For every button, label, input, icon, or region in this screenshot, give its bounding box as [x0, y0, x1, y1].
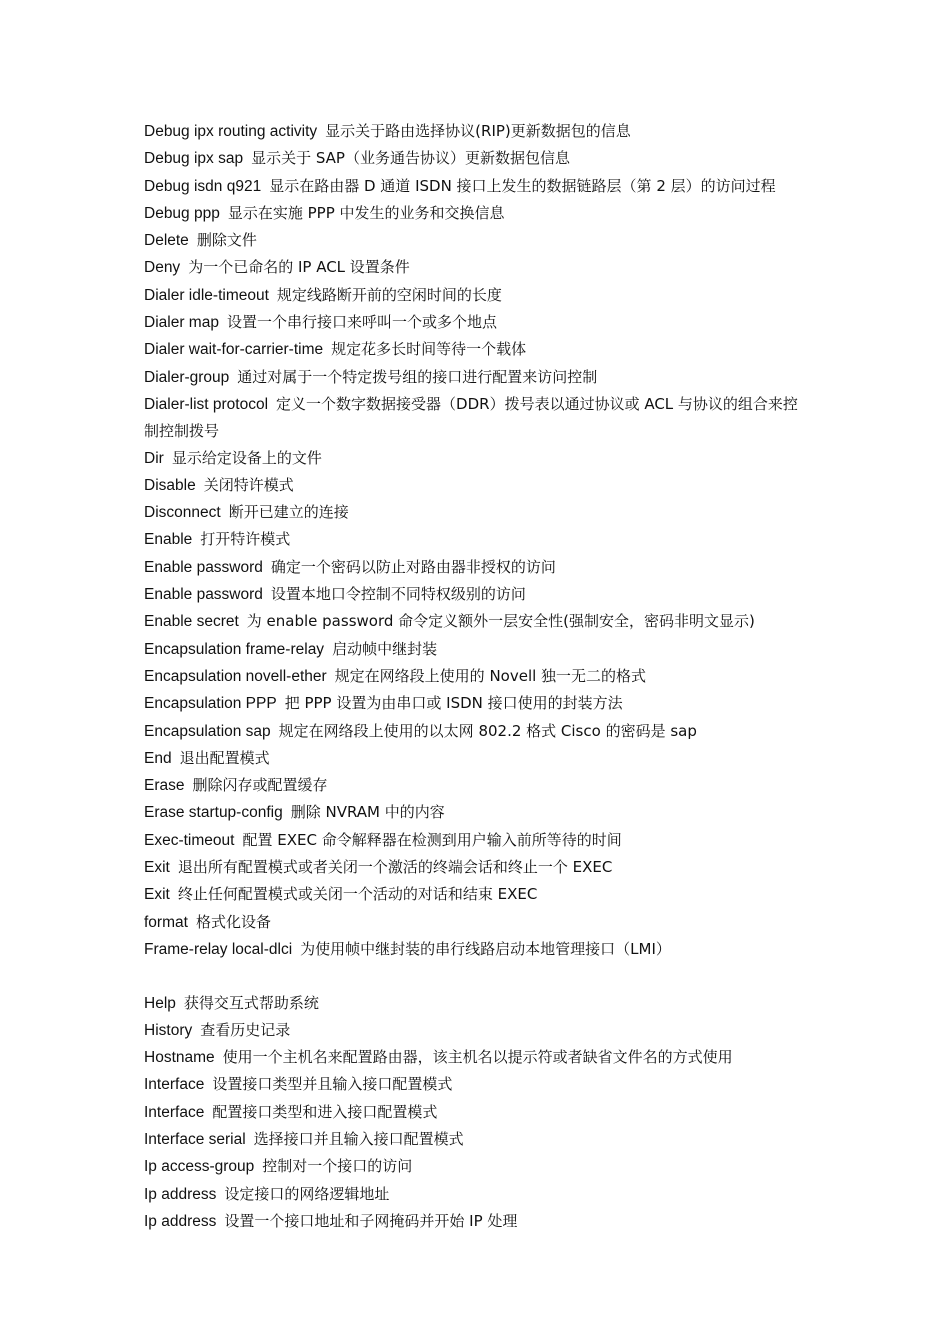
command-name: Dir: [144, 449, 164, 467]
command-entry: [144, 1126, 809, 1153]
command-entry: [144, 745, 809, 772]
command-description: 配置 EXEC 命令解释器在检测到用户输入前所等待的时间: [242, 830, 622, 849]
command-name: Frame-relay local-dlci: [144, 940, 293, 958]
command-name: Exit: [144, 886, 170, 904]
command-name: Hostname: [144, 1049, 215, 1067]
command-name: Debug isdn q921: [144, 177, 262, 195]
command-name: Ip access-group: [144, 1158, 255, 1176]
command-description: 显示关于 SAP（业务通告协议）更新数据包信息: [251, 149, 570, 168]
command-description: 配置接口类型和进入接口配置模式: [212, 1102, 438, 1121]
command-entry: [144, 1099, 809, 1126]
command-description: 使用一个主机名来配置路由器，该主机名以提示符或者缺省文件名的方式使用: [222, 1048, 733, 1067]
command-name: Disable: [144, 476, 196, 494]
command-description: 设置本地口令控制不同特权级别的访问: [270, 585, 526, 604]
command-description: 设置接口类型并且输入接口配置模式: [212, 1075, 453, 1094]
command-description: 定义一个数字数据接受器（DDR）拨号表以通过协议或 ACL 与协议的组合来控制控制拨号: [144, 394, 798, 441]
command-entry: [144, 499, 809, 526]
command-entry: [144, 909, 809, 936]
command-description: 规定在网络段上使用的以太网 802.2 格式 Cisco 的密码是 sap: [278, 721, 697, 740]
command-description: 格式化设备: [195, 912, 271, 931]
command-entry: [144, 1208, 809, 1235]
command-entry: [144, 718, 809, 745]
command-entry: [144, 1017, 809, 1044]
command-entry: [144, 227, 809, 254]
command-entry: [144, 145, 809, 172]
command-name: Dialer idle-timeout: [144, 286, 269, 304]
command-description: 退出配置模式: [179, 748, 270, 767]
command-name: Encapsulation frame-relay: [144, 640, 325, 658]
command-name: Encapsulation novell-ether: [144, 667, 327, 685]
command-name: Dialer-list protocol: [144, 395, 269, 413]
command-name: Deny: [144, 259, 181, 277]
command-name: Delete: [144, 232, 189, 250]
command-entry: [144, 445, 809, 472]
command-name: Interface: [144, 1076, 205, 1094]
command-entry: [144, 364, 809, 391]
command-entry: [144, 200, 809, 227]
command-entry: [144, 526, 809, 553]
command-entry: [144, 690, 809, 717]
command-name: Exec-timeout: [144, 831, 235, 849]
command-description: 设定接口的网络逻辑地址: [224, 1184, 390, 1203]
command-description: 为使用帧中继封装的串行线路启动本地管理接口（LMI）: [300, 939, 671, 958]
command-description: 设置一个串行接口来呼叫一个或多个地点: [226, 313, 497, 332]
blank-line: [144, 963, 809, 989]
command-description: 删除 NVRAM 中的内容: [290, 803, 445, 822]
command-name: Ip address: [144, 1185, 217, 1203]
command-name: Erase startup-config: [144, 804, 283, 822]
command-description: 显示在实施 PPP 中发生的业务和交换信息: [227, 203, 505, 222]
command-description: 选择接口并且输入接口配置模式: [253, 1129, 464, 1148]
command-entry: [144, 173, 809, 200]
command-description: 为 enable password 命令定义额外一层安全性(强制安全，密码非明文显示): [246, 612, 755, 631]
command-description: 关闭特许模式: [203, 475, 294, 494]
command-description: 把 PPP 设置为由串口或 ISDN 接口使用的封装方法: [284, 694, 623, 713]
command-name: Interface: [144, 1103, 205, 1121]
command-entry: [144, 118, 809, 145]
command-name: Interface serial: [144, 1130, 246, 1148]
command-entry: [144, 799, 809, 826]
command-description: 终止任何配置模式或关闭一个活动的对话和结束 EXEC: [177, 885, 538, 904]
command-entry: [144, 254, 809, 281]
command-entry: [144, 1071, 809, 1098]
command-entry: [144, 636, 809, 663]
command-entry: [144, 990, 809, 1017]
command-description: 规定线路断开前的空闲时间的长度: [276, 285, 502, 304]
command-name: Exit: [144, 859, 170, 877]
command-name: Help: [144, 994, 176, 1012]
command-entry: [144, 1044, 809, 1071]
command-entry: [144, 1181, 809, 1208]
command-entry: [144, 472, 809, 499]
command-name: End: [144, 749, 172, 767]
command-name: Enable password: [144, 558, 263, 576]
command-entry: [144, 336, 809, 363]
command-name: History: [144, 1021, 193, 1039]
command-name: Erase: [144, 777, 185, 795]
command-description: 规定花多长时间等待一个载体: [331, 340, 527, 359]
command-entry: [144, 391, 809, 445]
command-name: Dialer-group: [144, 368, 230, 386]
command-entry: [144, 554, 809, 581]
command-entry: [144, 881, 809, 908]
command-description: 规定在网络段上使用的 Novell 独一无二的格式: [334, 666, 647, 685]
command-name: Enable password: [144, 586, 263, 604]
command-description: 显示关于路由选择协议(RIP)更新数据包的信息: [325, 122, 631, 140]
command-description: 断开已建立的连接: [228, 503, 349, 522]
command-name: format: [144, 913, 188, 931]
command-description: 查看历史记录: [200, 1020, 291, 1039]
command-entry: [144, 854, 809, 881]
command-description: 设置一个接口地址和子网掩码并开始 IP 处理: [224, 1211, 518, 1230]
command-description: 通过对属于一个特定拨号组的接口进行配置来访问控制: [237, 367, 598, 386]
command-name: Encapsulation sap: [144, 722, 271, 740]
command-entry: [144, 772, 809, 799]
command-name: Dialer wait-for-carrier-time: [144, 341, 324, 359]
command-description: 启动帧中继封装: [332, 639, 438, 658]
command-name: Ip address: [144, 1212, 217, 1230]
command-name: Dialer map: [144, 314, 219, 332]
command-name: Disconnect: [144, 504, 221, 522]
command-description: 删除闪存或配置缓存: [192, 776, 328, 795]
command-description: 为一个已命名的 IP ACL 设置条件: [188, 258, 410, 277]
command-description: 显示在路由器 D 通道 ISDN 接口上发生的数据链路层（第 2 层）的访问过程: [269, 176, 776, 195]
command-name: Encapsulation PPP: [144, 695, 277, 713]
command-description: 获得交互式帮助系统: [183, 993, 319, 1012]
command-name: Debug ipx sap: [144, 150, 244, 168]
command-entry: [144, 608, 809, 635]
command-description: 显示给定设备上的文件: [171, 448, 322, 467]
command-entry: [144, 282, 809, 309]
command-entry: [144, 663, 809, 690]
command-description: 确定一个密码以防止对路由器非授权的访问: [270, 557, 556, 576]
command-list: [144, 118, 809, 1235]
command-name: Enable: [144, 531, 193, 549]
command-entry: [144, 936, 809, 963]
command-name: Enable secret: [144, 613, 239, 631]
command-description: 退出所有配置模式或者关闭一个激活的终端会话和终止一个 EXEC: [177, 858, 613, 877]
command-name: Debug ppp: [144, 204, 220, 222]
command-entry: [144, 1153, 809, 1180]
command-description: 删除文件: [196, 231, 257, 250]
command-entry: [144, 581, 809, 608]
command-entry: [144, 309, 809, 336]
command-name: Debug ipx routing activity: [144, 123, 318, 140]
command-description: 控制对一个接口的访问: [262, 1157, 413, 1176]
command-entry: [144, 827, 809, 854]
command-description: 打开特许模式: [200, 530, 291, 549]
